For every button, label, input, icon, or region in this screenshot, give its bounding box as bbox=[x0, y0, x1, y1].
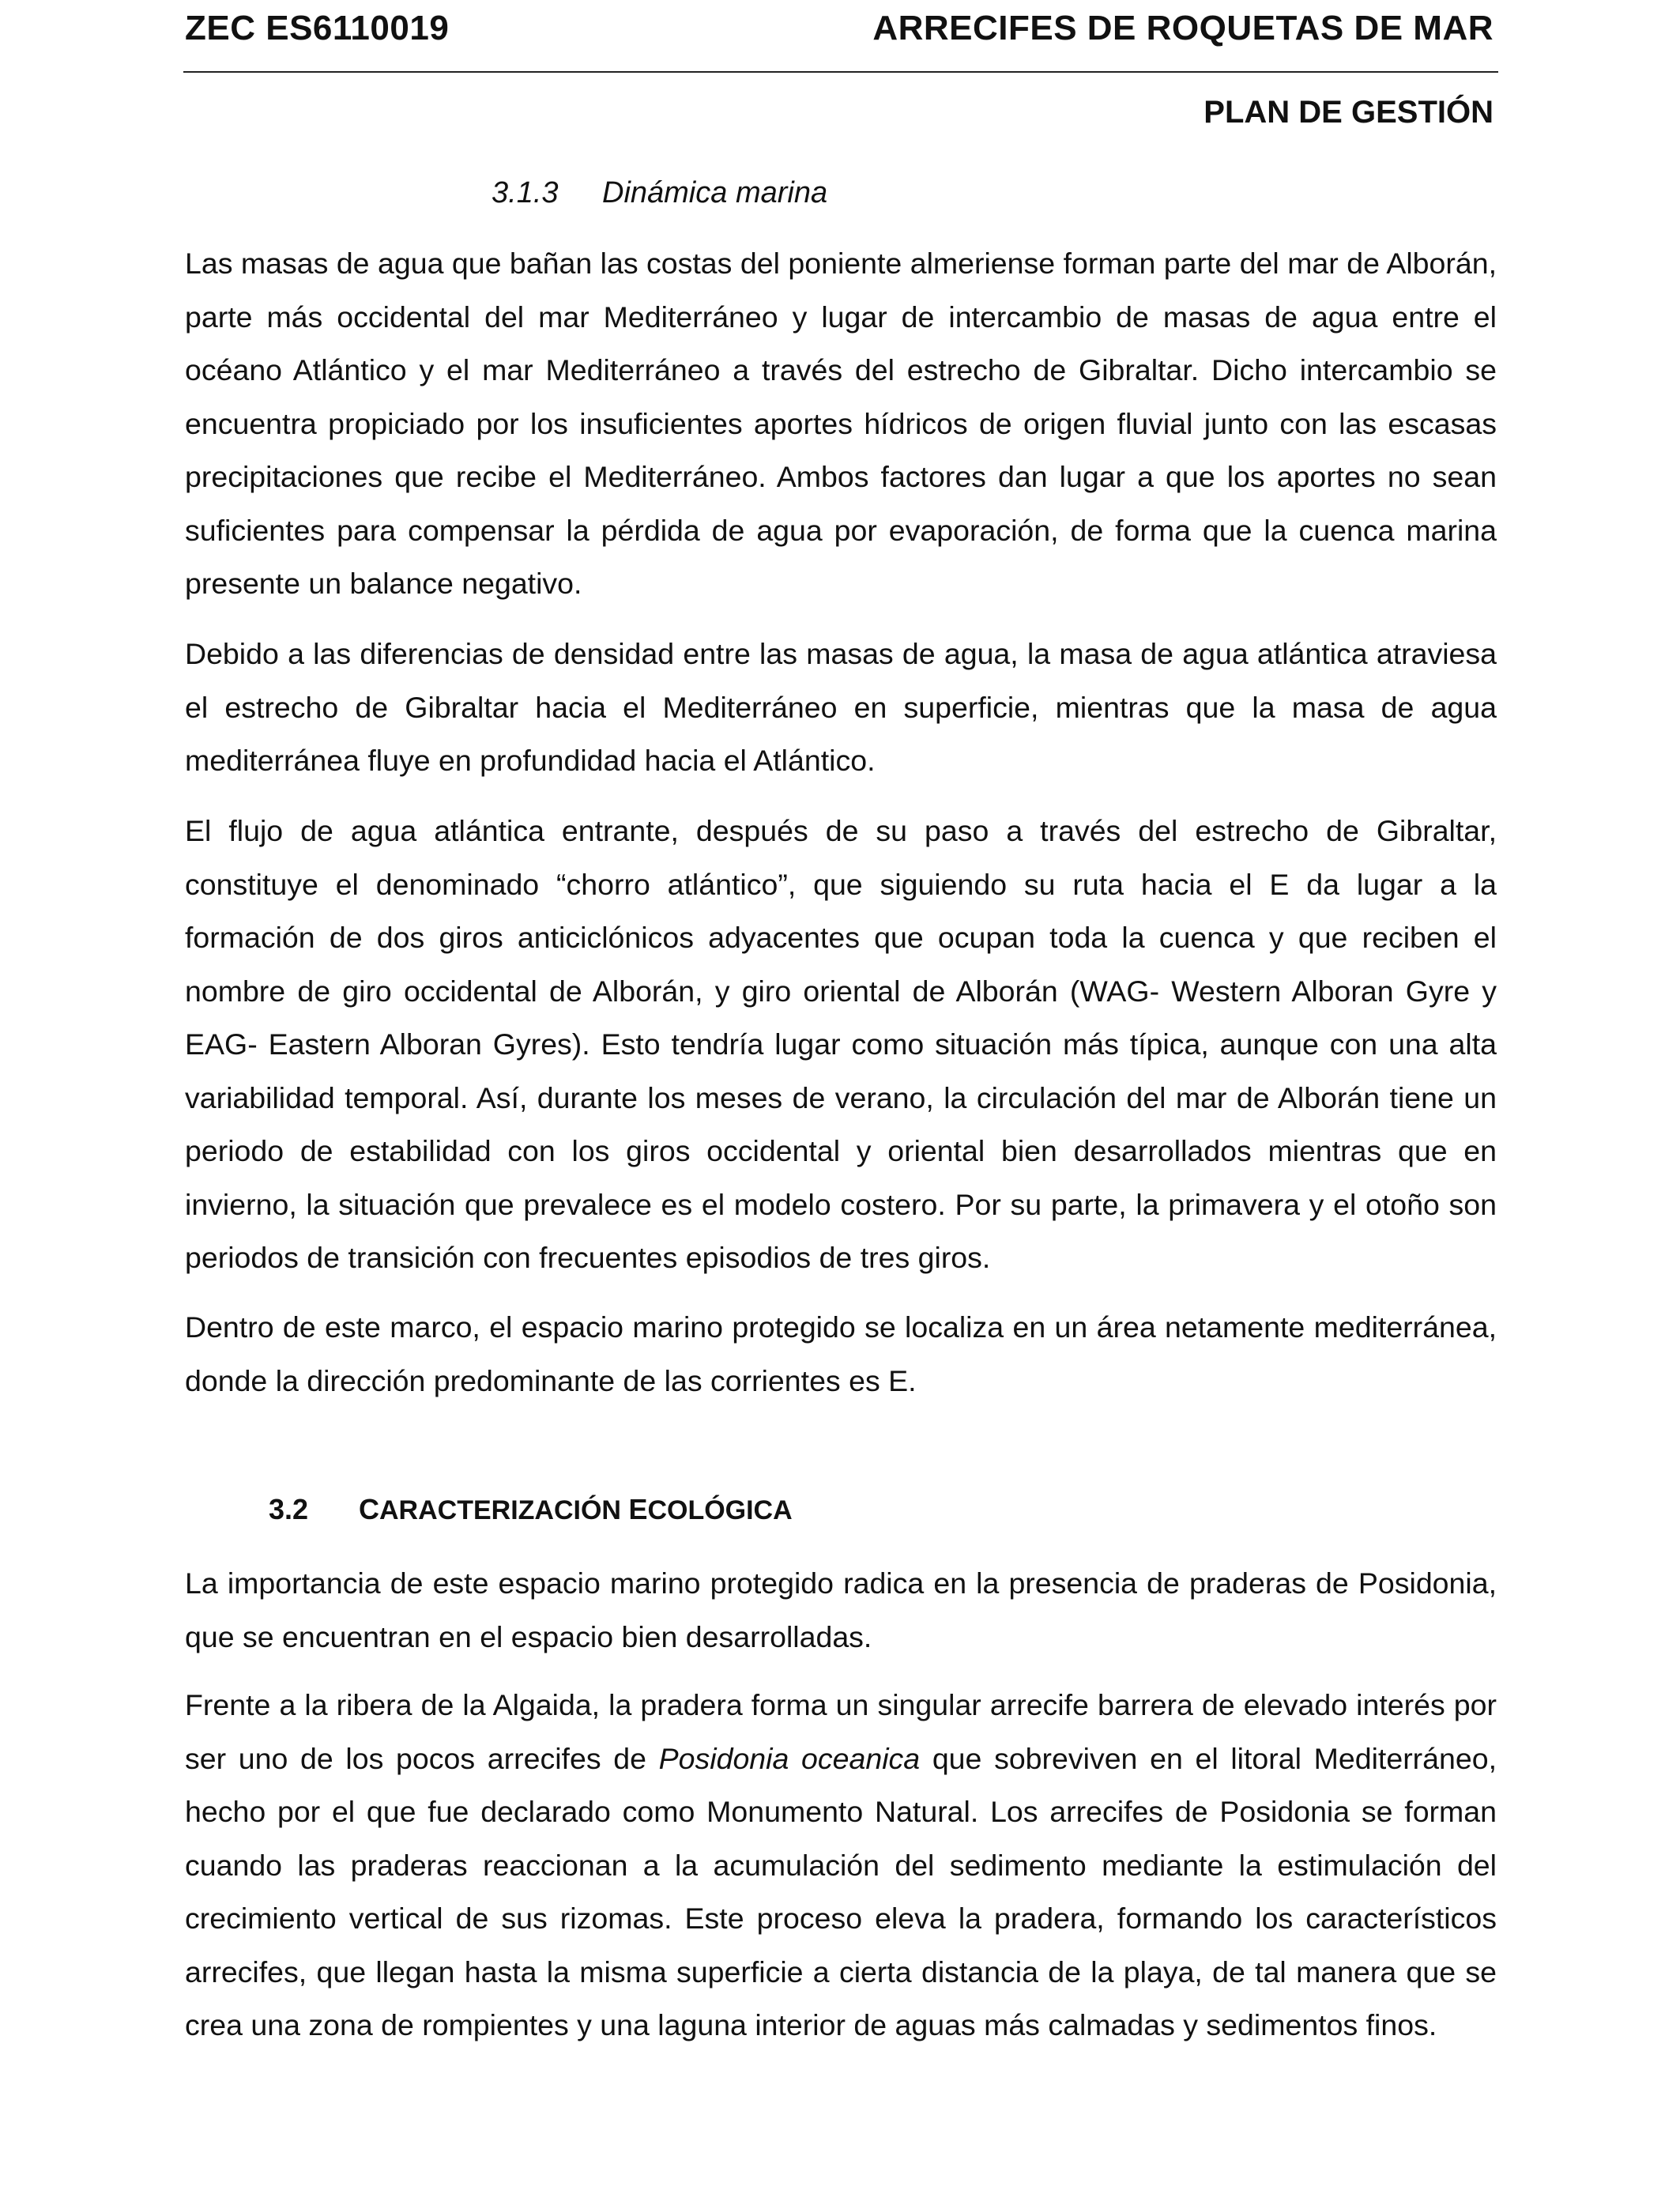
subsection-number: 3.1.3 bbox=[492, 176, 559, 209]
section-title-cap-1: C bbox=[359, 1493, 379, 1525]
section-number: 3.2 bbox=[269, 1493, 309, 1525]
subsection-title: Dinámica marina bbox=[602, 176, 828, 209]
paragraph-6-species-name: Posidonia oceanica bbox=[658, 1741, 921, 1775]
paragraph-4: Dentro de este marco, el espacio marino protegido se localiza en un área netamente mediterránea, donde la dirección predominante de las corrientes es E. bbox=[185, 1310, 1497, 1397]
subsection-heading bbox=[492, 171, 827, 215]
paragraph-6-part-1: Frente a la ribera de la Algaida, la pradera forma un singular arrecife barrera de elevado interés por ser uno de los pocos arrecifes de bbox=[185, 1688, 1497, 1775]
paragraph-2: Debido a las diferencias de densidad entre las masas de agua, la masa de agua atlántica atraviesa el estrecho de Gibraltar hacia el Mediterráneo en superficie, mientras que la masa de agua mediterránea fluye en profundidad hacia el Atlántico. bbox=[185, 637, 1497, 777]
paragraph-6 bbox=[185, 1679, 1497, 2053]
paragraph-5: La importancia de este espacio marino protegido radica en la presencia de praderas de Posidonia, que se encuentran en el espacio bien desarrolladas. bbox=[185, 1566, 1497, 1653]
section-heading bbox=[269, 1487, 793, 1532]
header-document-type: PLAN DE GESTIÓN bbox=[1203, 95, 1494, 130]
header-divider bbox=[183, 71, 1498, 73]
paragraph-1: Las masas de agua que bañan las costas del poniente almeriense forman parte del mar de Alborán, parte más occidental del mar Mediterráneo y lugar de intercambio de masas de agua entre el océano Atlántico y el mar Mediterráneo a través del estrecho de Gibraltar. Dicho intercambio se encuentra propiciado por los insuficientes aportes hídricos de origen fluvial junto con las escasas precipitaciones que recibe el Mediterráneo. Ambos factores dan lugar a que los aportes no sean suficientes para compensar la pérdida de agua por evaporación, de forma que la cuenca marina presente un balance negativo. bbox=[185, 247, 1497, 600]
paragraph-3: El flujo de agua atlántica entrante, después de su paso a través del estrecho de Gibraltar, constituye el denominado “chorro atlántico”, que siguiendo su ruta hacia el E da lugar a la formación de dos giros anticiclónicos adyacentes que ocupan toda la cuenca y que reciben el nombre de giro occidental de Alborán, y giro oriental de Alborán (WAG- Western Alboran Gyre y EAG- Eastern Alboran Gyres). Esto tendría lugar como situación más típica, aunque con una alta variabilidad temporal. Así, durante los meses de verano, la circulación del mar de Alborán tiene un periodo de estabilidad con los giros occidental y oriental bien desarrollados mientras que en invierno, la situación que prevalece es el modelo costero. Por su parte, la primavera y el otoño son periodos de transición con frecuentes episodios de tres giros. bbox=[185, 814, 1497, 1274]
paragraph-6-part-2: que sobreviven en el litoral Mediterráneo, hecho por el que fue declarado como Monumento Natural. Los arrecifes de Posidonia se forman cuando las praderas reaccionan a la acumulación del sedimento mediante la estimulación del crecimiento vertical de sus rizomas. Este proceso eleva la pradera, formando los característicos arrecifes, que llegan hasta la misma superficie a cierta distancia de la playa, de tal manera que se crea una zona de rompientes y una laguna interior de aguas más calmadas y sedimentos finos. bbox=[185, 1741, 1497, 2041]
header-site-code: ZEC ES6110019 bbox=[185, 9, 450, 47]
section-title-cap-2: E bbox=[628, 1493, 648, 1525]
section-title-part-2: COLÓGICA bbox=[647, 1495, 793, 1525]
header-site-name: ARRECIFES DE ROQUETAS DE MAR bbox=[872, 9, 1494, 47]
section-title-part-1: ARACTERIZACIÓN bbox=[379, 1495, 629, 1525]
